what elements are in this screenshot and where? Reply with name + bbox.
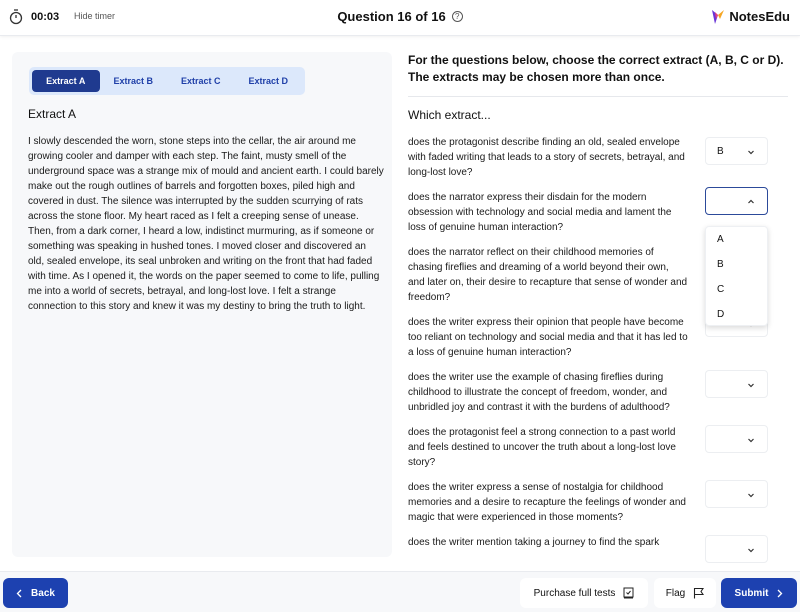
extract-panel [12,52,392,557]
instructions: For the questions below, choose the correct extract (A, B, C or D). The extracts may be chosen more than once. [408,53,784,84]
dropdown-option-b[interactable]: B [717,259,724,270]
question-row [408,480,788,535]
chevron-up-icon [747,198,755,206]
question-counter: Question 16 of 16 [337,9,446,24]
question-text: does the protagonist feel a strong connection to a past world and feels destined to uncover the truth about a long-lost love story? [408,427,676,468]
tab-extract-c[interactable]: Extract C [180,76,221,86]
chevron-down-icon [747,491,755,499]
brand-name: NotesEdu [729,9,790,24]
which-extract-label: Which extract... [408,108,491,122]
top-bar [0,0,800,36]
timer-value: 00:03 [31,11,60,23]
answer-dropdown-menu [705,226,768,326]
question-text: does the writer express a sense of nostalgia for childhood memories and a desire to recapture the feelings of wonder and magic that were experienced in those moments? [408,482,686,523]
flag-label: Flag [665,587,686,599]
tab-extract-a[interactable]: Extract A [32,70,100,92]
purchase-full-tests-button[interactable] [520,578,648,608]
brand-logo [712,9,790,24]
extract-tabs [29,67,305,95]
question-row [408,370,788,425]
question-text: does the narrator reflect on their childhood memories of chasing fireflies and dreaming of a world beyond their own, and later on, their desire to recapture that sense of wonder and freedom? [408,247,688,303]
chevron-down-icon [747,436,755,444]
extract-text: I slowly descended the worn, stone steps into the cellar, the air around me growing cooler and damper with each step. The faint, musty smell of the underground space was a strange mix of mould and ancient earth. I could barely make out the rough outlines of barrels and forgotten boxes, piled high and covered in dust. The silence was interrupted by the sudden scurrying of rats across the stone floor. My heart raced as I felt a creeping sense of unease. Then, from a dark corner, I heard a low, indistinct murmuring, as if someone or something was speaking in hushed tones. I moved closer and discovered an old, sealed envelope, its seal unbroken and writing on the front that had faded with time. As I opened it, the words on the paper seemed to come to life, pulling me into a world of secrets, betrayal, and long-lost love. I felt a strange connection to this story and knew it was my destiny to bring the truth to light. [28,136,384,312]
help-icon[interactable]: ? [452,11,463,22]
divider [408,96,788,97]
chevron-down-icon [747,148,755,156]
notesedu-logo-icon [712,10,724,24]
chevron-down-icon [747,381,755,389]
answer-select[interactable] [705,535,768,563]
flag-icon [693,587,704,599]
flag-button[interactable] [654,578,716,608]
answer-select[interactable] [705,370,768,398]
tab-extract-d[interactable]: Extract D [248,76,288,86]
question-text: does the narrator express their disdain for the modern obsession with technology and social media and lament the loss of genuine human interaction? [408,192,672,233]
dropdown-option-c[interactable]: C [717,284,725,295]
dropdown-option-a[interactable]: A [717,234,724,245]
question-text: does the writer use the example of chasing fireflies during childhood to illustrate the concept of freedom, wonder, and unbridled joy and contrast it with the burdens of adulthood? [408,372,670,413]
question-row [408,425,788,480]
question-text: does the protagonist describe finding an old, sealed envelope with faded writing that leads to a story of secrets, betrayal, and long-lost love? [408,137,685,178]
question-title [0,9,800,24]
question-text: does the writer mention taking a journey to find the spark [408,537,660,548]
chevron-down-icon [747,546,755,554]
submit-label: Submit [734,587,769,599]
answer-select[interactable] [705,425,768,453]
answer-select[interactable] [705,480,768,508]
question-list [408,135,800,568]
extract-title: Extract A [28,107,77,121]
question-text: does the writer express their opinion that people have become too reliant on technology and social media and that it has led to a loss of genuine human interaction? [408,317,688,358]
hide-timer-button[interactable]: Hide timer [74,11,116,21]
submit-button[interactable] [721,578,797,608]
dropdown-option-d[interactable]: D [717,309,725,320]
footer-bar [0,571,800,612]
back-label: Back [31,587,55,599]
selected-value: B [717,146,724,157]
chevron-right-icon [776,589,783,598]
answer-select-open[interactable] [705,187,768,215]
back-button[interactable] [3,578,68,608]
book-check-icon [623,587,634,599]
purchase-label: Purchase full tests [533,587,616,599]
question-row [408,535,788,568]
tab-extract-b[interactable]: Extract B [113,76,153,86]
answer-select[interactable] [705,137,768,165]
question-row [408,135,788,190]
chevron-left-icon [16,589,23,598]
